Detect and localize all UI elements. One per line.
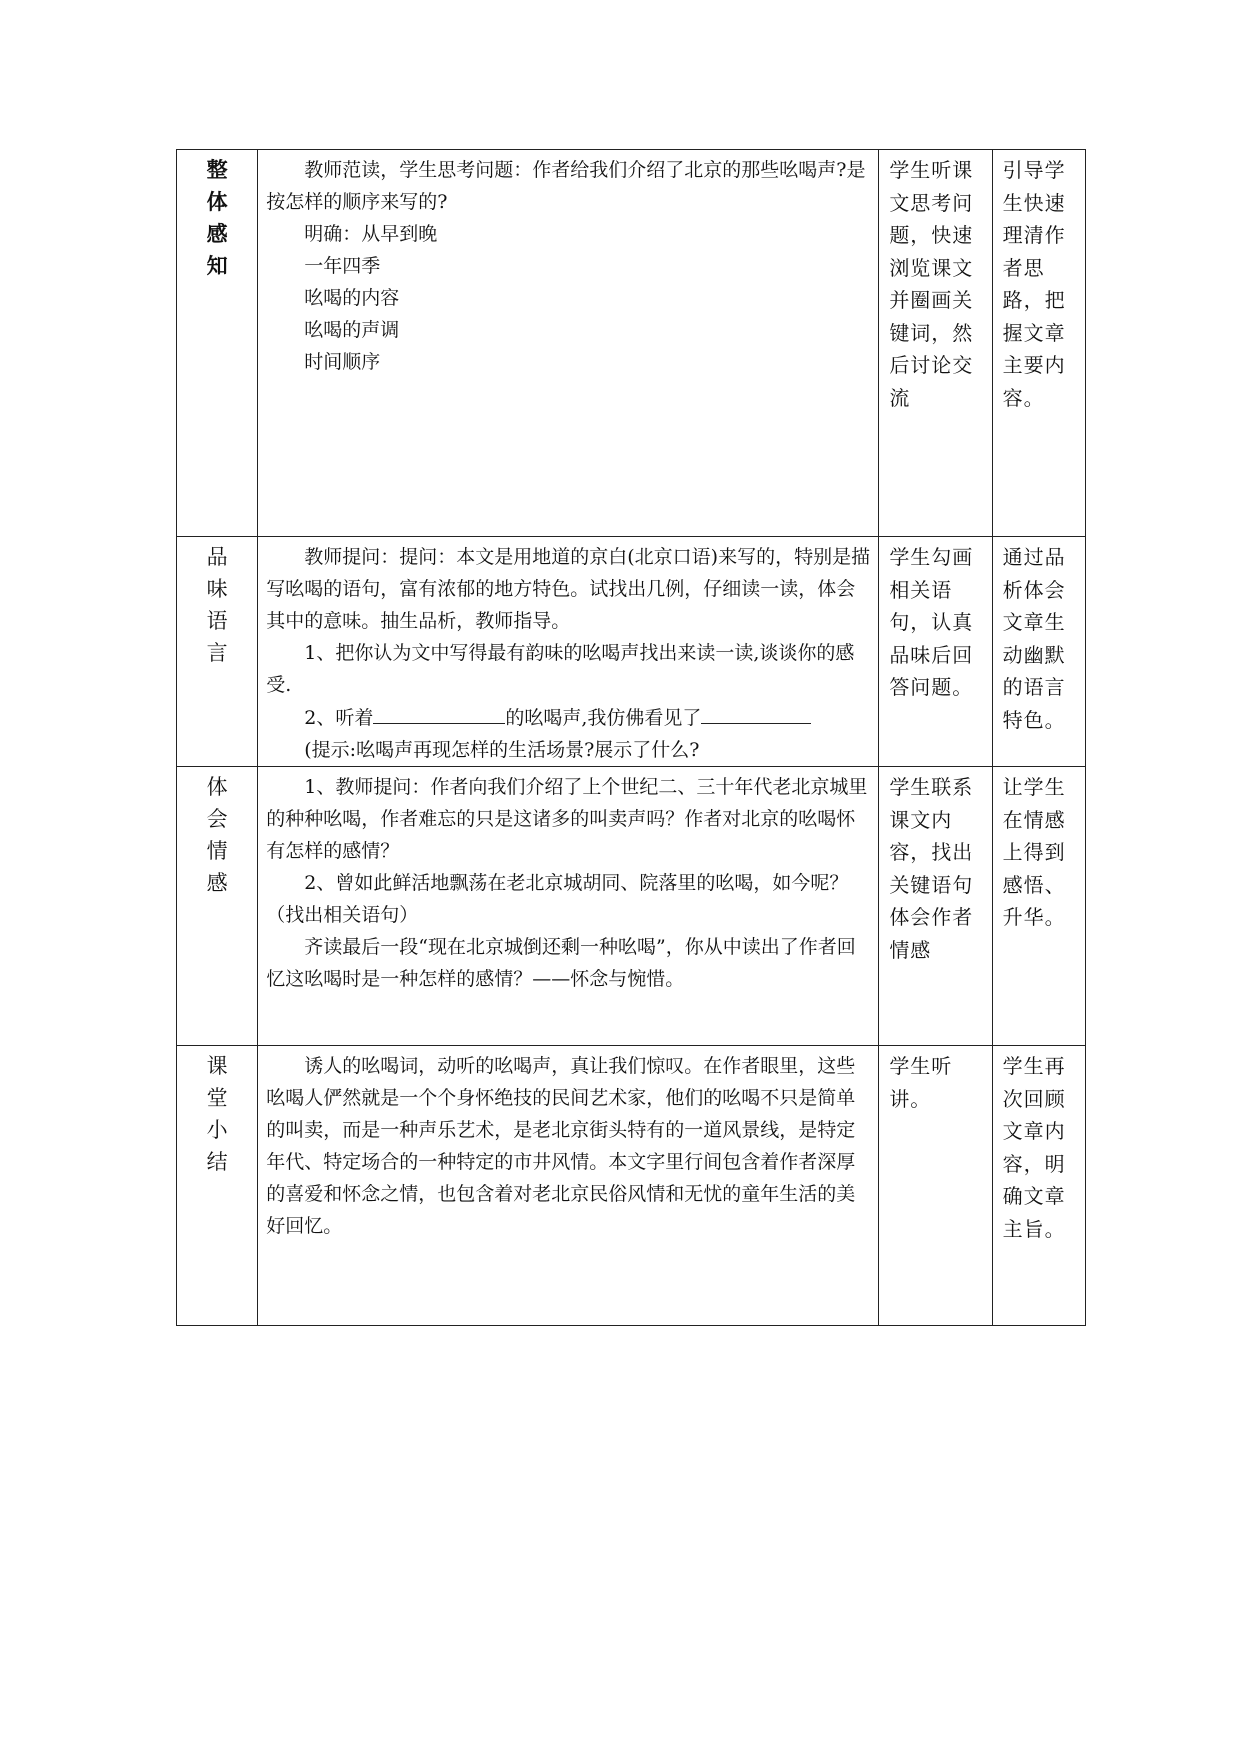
content-paragraph: 教师范读，学生思考问题：作者给我们介绍了北京的那些吆喝声?是按怎样的顺序来写的? bbox=[266, 159, 866, 213]
blank-line bbox=[701, 701, 811, 724]
design-intent-cell: 通过品析体会文章生动幽默的语言特色。 bbox=[992, 537, 1085, 767]
student-activity-cell: 学生听讲。 bbox=[879, 1046, 992, 1326]
design-intent-cell: 学生再次回顾文章内容，明确文章主旨。 bbox=[992, 1046, 1085, 1326]
content-paragraph: 1、把你认为文中写得最有韵味的吆喝声找出来读一读,谈谈你的感受. bbox=[266, 642, 855, 696]
content-paragraph: 教师提问：提问：本文是用地道的京白(北京口语)来写的，特别是描写吆喝的语句，富有浓郁的地方特色。试找出几例，仔细读一读，体会其中的意味。抽生品析，教师指导。 bbox=[266, 546, 871, 632]
stage-label: 品 味 语 言 bbox=[206, 545, 228, 665]
content-cell bbox=[258, 150, 879, 537]
stage-cell bbox=[177, 537, 258, 767]
table-row bbox=[177, 767, 1086, 1046]
content-paragraph: 吆喝的声调 bbox=[304, 319, 400, 341]
stage-cell bbox=[177, 767, 258, 1046]
content-paragraph: 2、曾如此鲜活地飘荡在老北京城胡同、院落里的吆喝，如今呢？（找出相关语句） bbox=[266, 872, 849, 926]
content-paragraph: (提示:吆喝声再现怎样的生活场景?展示了什么? bbox=[304, 739, 700, 761]
lesson-plan-table bbox=[176, 149, 1086, 1326]
stage-label: 体 会 情 感 bbox=[206, 775, 228, 895]
blank-line bbox=[373, 701, 505, 724]
content-paragraph: 吆喝的内容 bbox=[304, 287, 400, 309]
design-intent-cell: 引导学生快速理清作者思路，把握文章主要内容。 bbox=[992, 150, 1085, 537]
content-paragraph: 一年四季 bbox=[304, 255, 381, 277]
content-paragraph: 诱人的吆喝词，动听的吆喝声，真让我们惊叹。在作者眼里，这些吆喝人俨然就是一个个身怀绝技的民间艺术家，他们的吆喝不只是简单的叫卖，而是一种声乐艺术，是老北京街头特有的一道风景线，是特定年代、特定场合的一种特定的市井风情。本文字里行间包含着作者深厚的喜爱和怀念之情，也包含着对老北京民俗风情和无忧的童年生活的美好回忆。 bbox=[266, 1055, 856, 1237]
stage-label: 课 堂 小 结 bbox=[206, 1054, 228, 1174]
stage-label: 整 体 感 知 bbox=[206, 158, 228, 278]
student-activity-cell: 学生联系课文内容，找出关键语句体会作者情感 bbox=[879, 767, 992, 1046]
stage-cell bbox=[177, 1046, 258, 1326]
content-cell bbox=[258, 767, 879, 1046]
content-cell bbox=[258, 1046, 879, 1326]
design-intent-cell: 让学生在情感上得到感悟、升华。 bbox=[992, 767, 1085, 1046]
student-activity-cell: 学生听课文思考问题，快速浏览课文并圈画关键词，然后讨论交流 bbox=[879, 150, 992, 537]
content-paragraph: 1、教师提问：作者向我们介绍了上个世纪二、三十年代老北京城里的种种吆喝，作者难忘的只是这诸多的叫卖声吗？作者对北京的吆喝怀有怎样的感情？ bbox=[266, 776, 868, 862]
fill-in-line: 2、听着 的吆喝声,我仿佛看见了 bbox=[266, 701, 870, 734]
content-paragraph: 明确：从早到晚 bbox=[304, 223, 438, 245]
student-activity-cell: 学生勾画相关语句，认真品味后回答问题。 bbox=[879, 537, 992, 767]
content-cell bbox=[258, 537, 879, 767]
content-paragraph: 齐读最后一段“现在北京城倒还剩一种吆喝”，你从中读出了作者回忆这吆喝时是一种怎样的感情？——怀念与惋惜。 bbox=[266, 936, 856, 990]
stage-cell bbox=[177, 150, 258, 537]
table-row bbox=[177, 150, 1086, 537]
table-row bbox=[177, 537, 1086, 767]
table-row bbox=[177, 1046, 1086, 1326]
content-paragraph: 时间顺序 bbox=[304, 351, 381, 373]
